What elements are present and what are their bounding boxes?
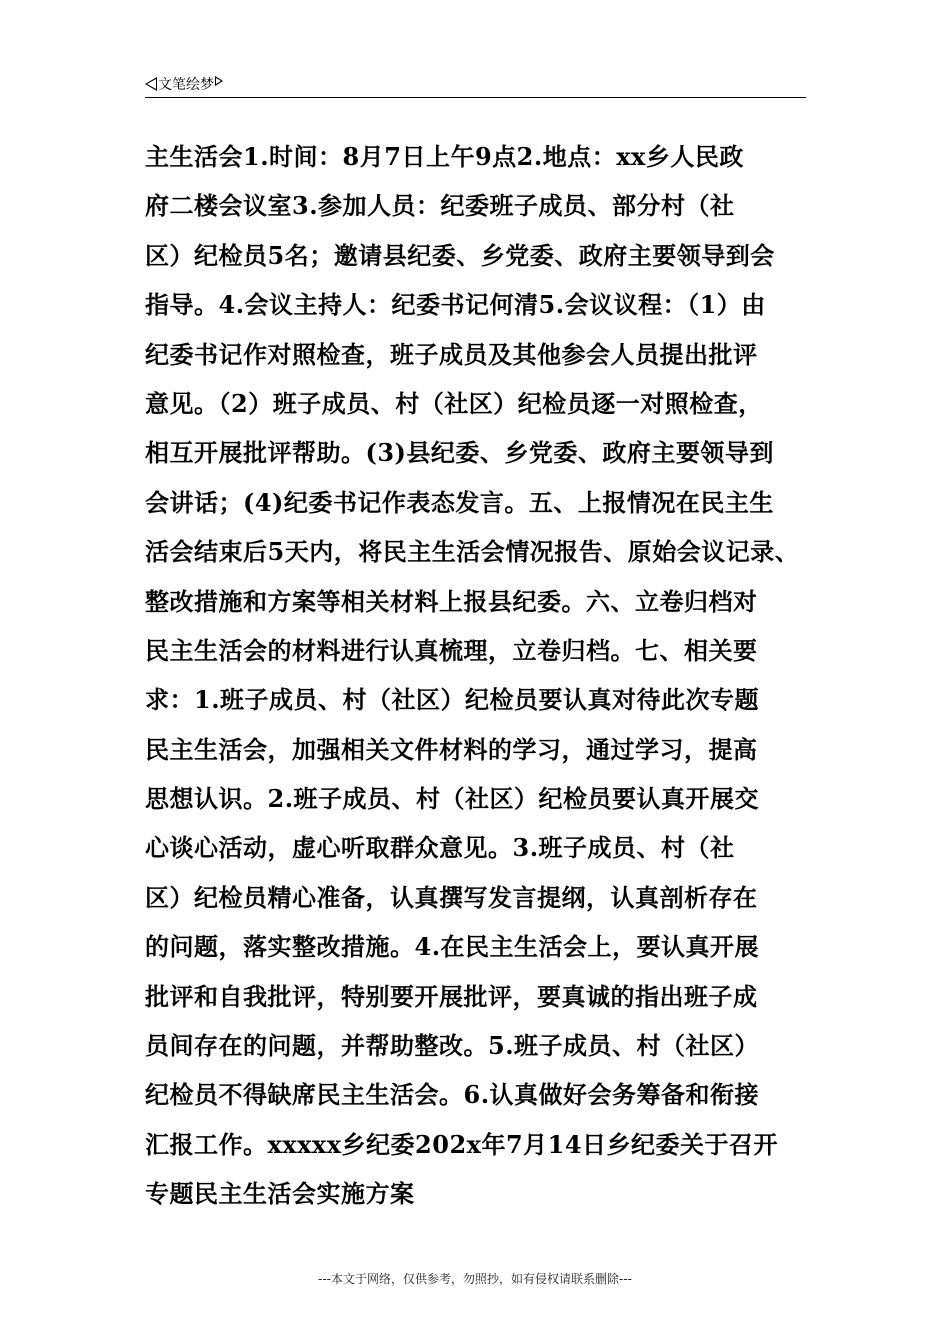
body-line: 相互开展批评帮助。(3)县纪委、乡党委、政府主要领导到: [145, 438, 774, 468]
page-footer: ---本文于网络，仅供参考，勿照抄，如有侵权请联系删除---: [318, 1272, 632, 1286]
body-line: 心谈心活动，虚心听取群众意见。3.班子成员、村（社: [145, 833, 735, 863]
header-divider: [145, 97, 806, 98]
body-line: 活会结束后5天内，将民主生活会情况报告、原始会议记录、: [145, 537, 800, 567]
body-line: 汇报工作。xxxxx乡纪委202x年7月14日乡纪委关于召开: [145, 1129, 779, 1159]
body-line: 意见。（2）班子成员、村（社区）纪检员逐一对照检查，: [145, 388, 763, 418]
body-line: 纪检员不得缺席民主生活会。6.认真做好会务筹备和衔接: [145, 1080, 760, 1110]
body-line: 的问题，落实整改措施。4.在民主生活会上，要认真开展: [145, 932, 760, 962]
body-line: 纪委书记作对照检查，班子成员及其他参会人员提出批评: [145, 339, 758, 369]
body-line: 批评和自我批评，特别要开展批评，要真诚的指出班子成: [145, 981, 758, 1011]
right-triangle-icon: [215, 76, 223, 86]
page-header: [145, 74, 223, 94]
body-line: 区）纪检员5名；邀请县纪委、乡党委、政府主要领导到会: [145, 240, 775, 270]
header-title: 文笔绘梦: [158, 77, 214, 93]
body-line: 求：1.班子成员、村（社区）纪检员要认真对待此次专题: [145, 685, 760, 715]
body-line: 主生活会1.时间：8月7日上午9点2.地点：xx乡人民政: [145, 142, 744, 171]
left-triangle-icon: [145, 77, 157, 91]
body-line: 会讲话；(4)纪委书记作表态发言。五、上报情况在民主生: [145, 487, 774, 517]
body-line: 区）纪检员精心准备，认真撰写发言提纲，认真剖析存在: [145, 882, 758, 912]
body-line: 府二楼会议室3.参加人员：纪委班子成员、部分村（社: [145, 191, 735, 221]
body-line: 员间存在的问题，并帮助整改。5.班子成员、村（社区）: [145, 1031, 760, 1061]
body-line: 专题民主生活会实施方案: [145, 1179, 415, 1209]
document-body: [145, 132, 810, 1219]
body-line: 思想认识。2.班子成员、村（社区）纪检员要认真开展交: [145, 784, 760, 814]
body-line: 指导。4.会议主持人：纪委书记何清5.会议议程：（1）由: [145, 290, 766, 320]
body-line: 民主生活会的材料进行认真梳理，立卷归档。七、相关要: [145, 635, 758, 665]
body-line: 整改措施和方案等相关材料上报县纪委。六、立卷归档对: [145, 586, 758, 616]
body-line: 民主生活会，加强相关文件材料的学习，通过学习，提高: [145, 734, 758, 764]
